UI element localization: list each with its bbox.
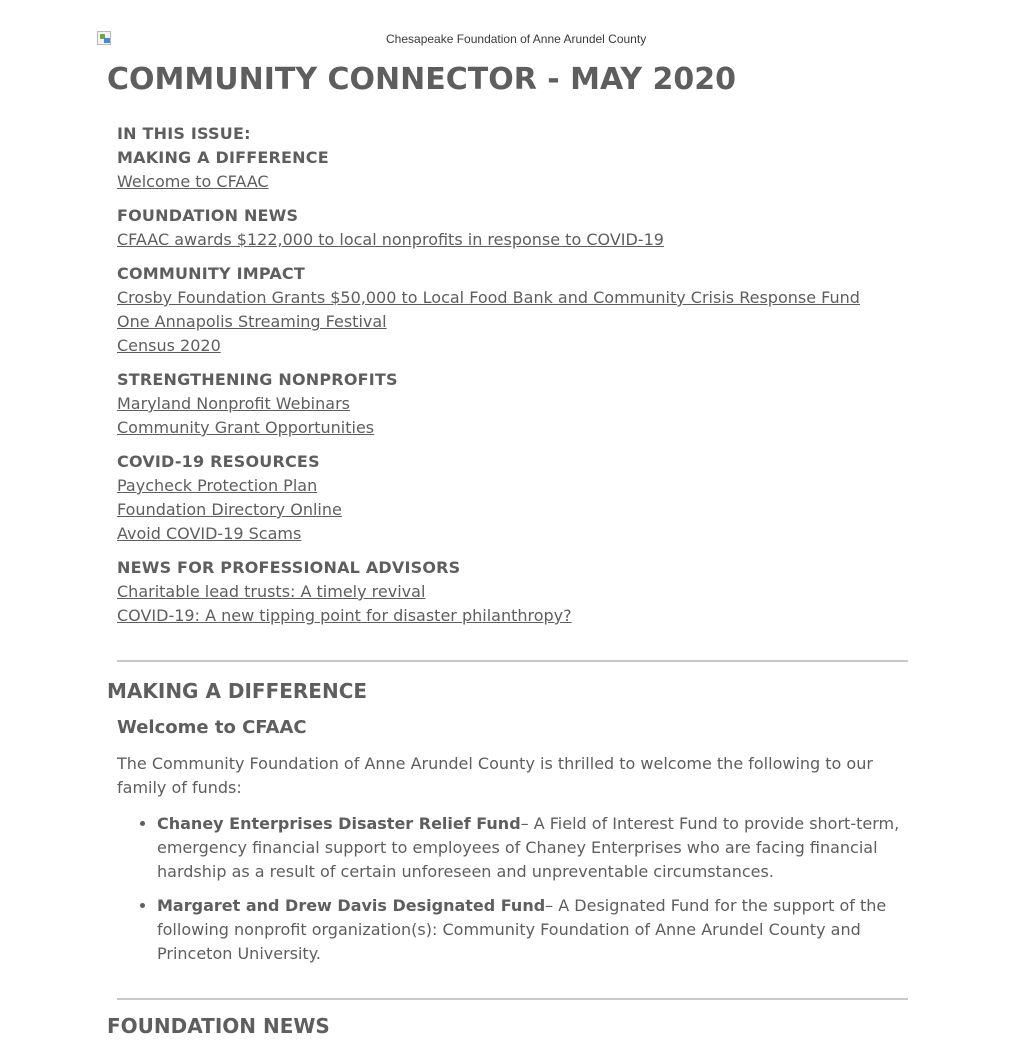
toc-link-disaster-philanthropy[interactable]: COVID-19: A new tipping point for disaster philanthropy? (117, 606, 572, 625)
toc-link-one-annapolis[interactable]: One Annapolis Streaming Festival (117, 312, 387, 331)
page-title: COMMUNITY CONNECTOR - MAY 2020 (107, 62, 737, 97)
toc-group-professional-advisors (117, 556, 907, 628)
toc-heading: FOUNDATION NEWS (117, 206, 299, 225)
toc-heading: MAKING A DIFFERENCE (117, 148, 329, 167)
toc-link-charitable-lead-trusts[interactable]: Charitable lead trusts: A timely revival (117, 582, 426, 601)
fund-description: – A Designated Fund for the support of the following nonprofit organization(s): Community Foundation of Anne Arundel County and Princeton University. (157, 896, 887, 963)
toc-link-welcome-to-cfaac[interactable]: Welcome to CFAAC (117, 172, 269, 191)
toc-heading: NEWS FOR PROFESSIONAL ADVISORS (117, 558, 461, 577)
logo-alt-text: Chesapeake Foundation of Anne Arundel County (386, 32, 647, 46)
section-title-making-a-difference: MAKING A DIFFERENCE (107, 679, 368, 703)
toc-heading: COMMUNITY IMPACT (117, 264, 305, 283)
toc-link-cfaac-awards[interactable]: CFAAC awards $122,000 to local nonprofits in response to COVID-19 (117, 230, 664, 249)
table-of-contents (117, 122, 907, 638)
fund-list (117, 812, 908, 966)
toc-group-making-a-difference (117, 146, 907, 194)
toc-intro: IN THIS ISSUE: (117, 124, 251, 143)
toc-heading: STRENGTHENING NONPROFITS (117, 370, 398, 389)
toc-group-strengthening-nonprofits (117, 368, 907, 440)
toc-link-crosby-foundation[interactable]: Crosby Foundation Grants $50,000 to Local Food Bank and Community Crisis Response Fund (117, 288, 860, 307)
fund-name: Chaney Enterprises Disaster Relief Fund (157, 814, 521, 833)
article-title: Welcome to CFAAC (117, 717, 307, 738)
article-welcome (117, 714, 908, 976)
toc-link-avoid-scams[interactable]: Avoid COVID-19 Scams (117, 524, 302, 543)
article-intro: The Community Foundation of Anne Arundel County is thrilled to welcome the following to our family of funds: (117, 754, 873, 797)
toc-link-census-2020[interactable]: Census 2020 (117, 336, 221, 355)
toc-link-foundation-directory[interactable]: Foundation Directory Online (117, 500, 342, 519)
toc-group-community-impact (117, 262, 907, 358)
toc-link-paycheck-protection[interactable]: Paycheck Protection Plan (117, 476, 318, 495)
toc-link-grant-opportunities[interactable]: Community Grant Opportunities (117, 418, 375, 437)
section-divider (117, 660, 908, 662)
list-item (157, 812, 908, 884)
section-title-foundation-news: FOUNDATION NEWS (107, 1014, 330, 1038)
fund-name: Margaret and Drew Davis Designated Fund (157, 896, 546, 915)
toc-link-maryland-webinars[interactable]: Maryland Nonprofit Webinars (117, 394, 350, 413)
toc-heading: COVID-19 RESOURCES (117, 452, 320, 471)
list-item (157, 894, 908, 966)
section-divider (117, 998, 908, 1000)
broken-image-icon (97, 31, 111, 45)
logo-row (97, 31, 908, 47)
toc-group-covid-resources (117, 450, 907, 546)
fund-description: – A Field of Interest Fund to provide short-term, emergency financial support to employees of Chaney Enterprises who are facing financial hardship as a result of certain unforeseen and unpreventable circumstances. (157, 814, 900, 881)
toc-group-foundation-news (117, 204, 907, 252)
